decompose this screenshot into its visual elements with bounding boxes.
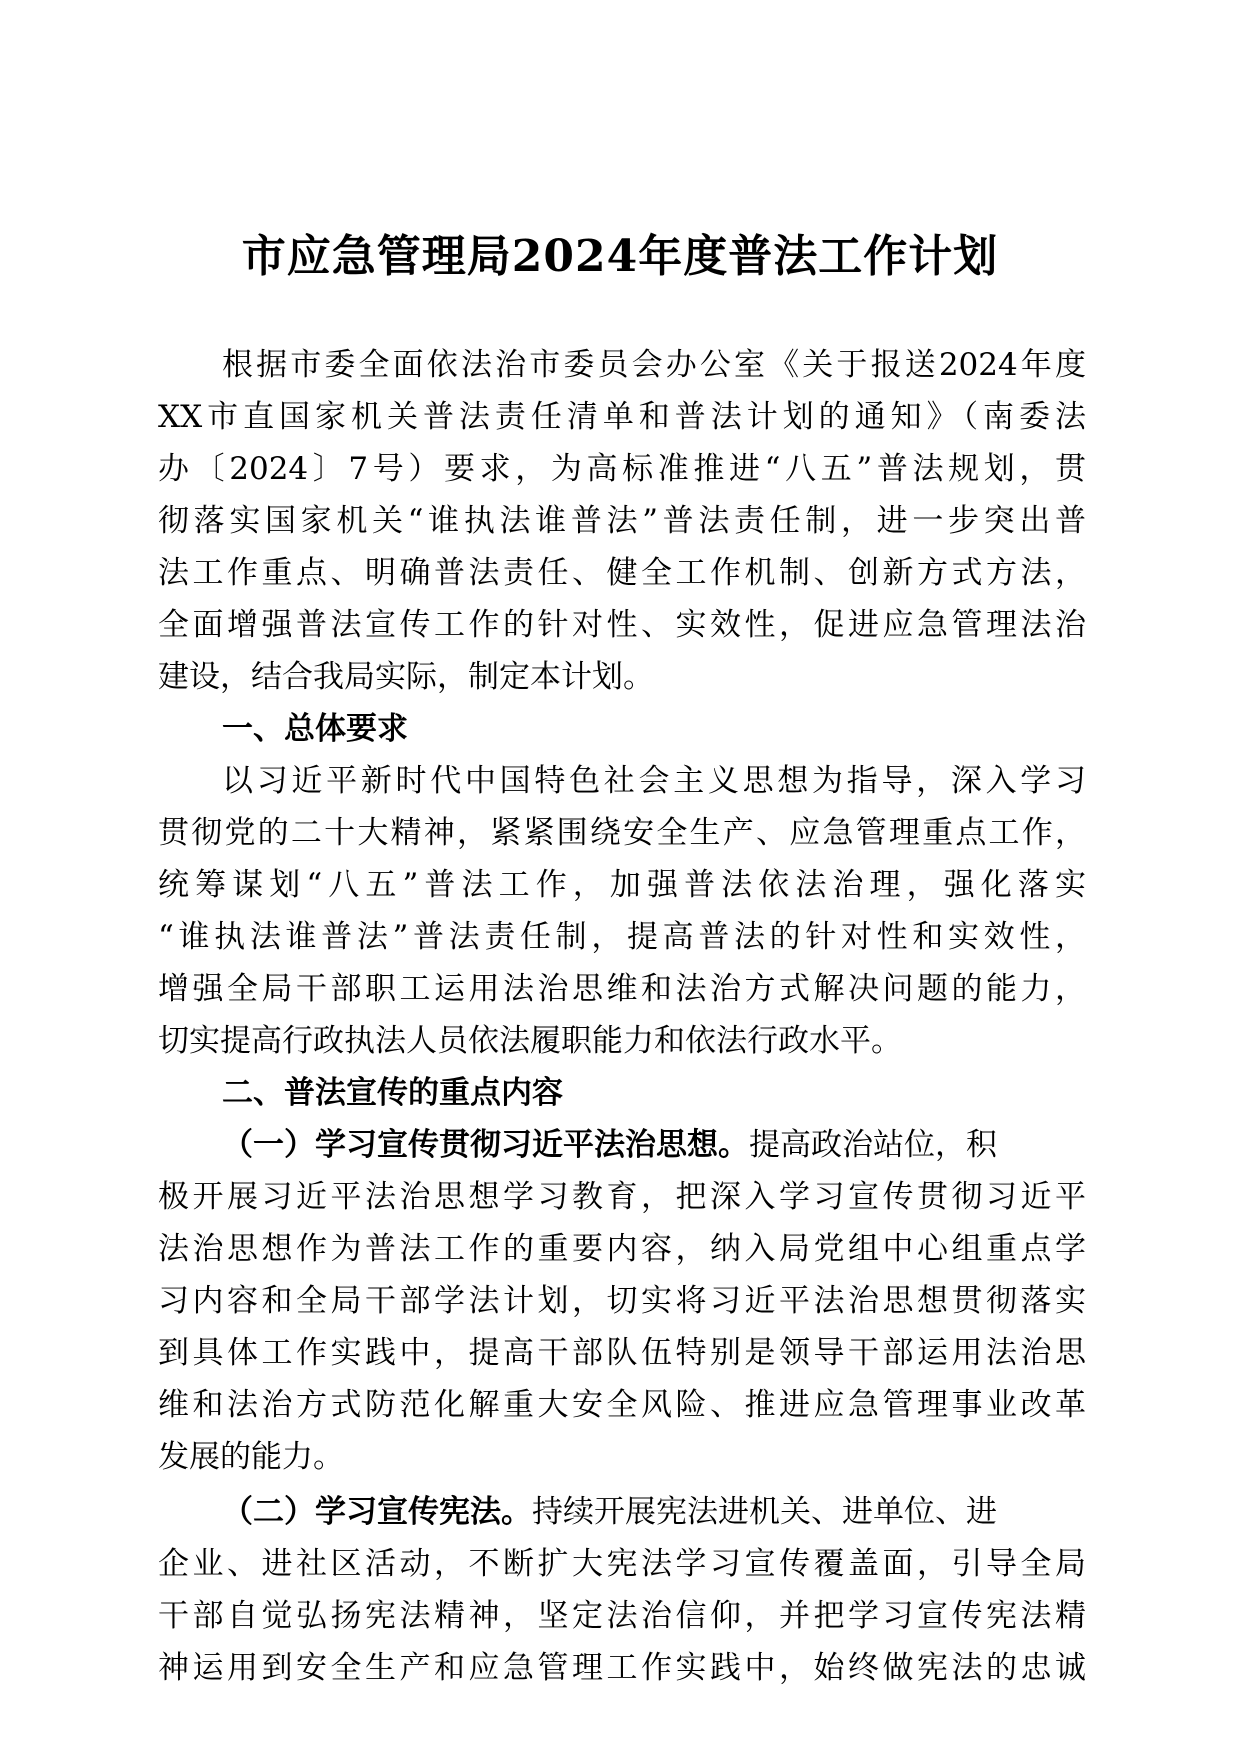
item1-line: 发展的能力。 (158, 1439, 344, 1475)
section-heading: 二、普法宣传的重点内容 (222, 1075, 563, 1111)
item1-line: 习内容和全局干部学法计划，切实将习近平法治思想贯彻落实 (158, 1283, 1086, 1319)
intro-line: XX市直国家机关普法责任清单和普法计划的通知》（南委法 (158, 399, 1086, 435)
item1-first-rest: 提高政治站位，积 (749, 1127, 997, 1163)
item2-label: （二）学习宣传宪法。 (222, 1494, 532, 1530)
item1-label: （一）学习宣传贯彻习近平法治思想。 (222, 1127, 749, 1163)
intro-line: 办〔2024〕7号）要求，为高标准推进“八五”普法规划，贯 (158, 451, 1086, 487)
section-heading: 一、总体要求 (222, 711, 408, 747)
section1-line: 统筹谋划“八五”普法工作，加强普法依法治理，强化落实 (158, 867, 1086, 903)
section1-line: 贯彻党的二十大精神，紧紧围绕安全生产、应急管理重点工作， (158, 815, 1086, 851)
intro-line: 根据市委全面依法治市委员会办公室《关于报送2024年度 (222, 347, 1086, 383)
item1-line: 法治思想作为普法工作的重要内容，纳入局党组中心组重点学 (158, 1231, 1086, 1267)
section1-line: 以习近平新时代中国特色社会主义思想为指导，深入学习 (222, 763, 1086, 799)
section1-line: 增强全局干部职工运用法治思维和法治方式解决问题的能力， (158, 971, 1086, 1007)
intro-line: 法工作重点、明确普法责任、健全工作机制、创新方式方法， (158, 555, 1086, 591)
intro-line: 彻落实国家机关“谁执法谁普法”普法责任制，进一步突出普 (158, 503, 1086, 539)
intro-line: 全面增强普法宣传工作的针对性、实效性，促进应急管理法治 (158, 607, 1086, 643)
item1-first-line (222, 1125, 1086, 1165)
intro-line: 建设，结合我局实际，制定本计划。 (158, 659, 654, 695)
item1-line: 到具体工作实践中，提高干部队伍特别是领导干部运用法治思 (158, 1335, 1086, 1371)
section1-line: 切实提高行政执法人员依法履职能力和依法行政水平。 (158, 1023, 902, 1059)
item2-line: 企业、进社区活动，不断扩大宪法学习宣传覆盖面，引导全局 (158, 1546, 1086, 1582)
item2-line: 神运用到安全生产和应急管理工作实践中，始终做宪法的忠诚 (158, 1650, 1086, 1686)
item2-first-line (222, 1492, 1086, 1532)
document-title: 市应急管理局2024年度普法工作计划 (241, 231, 999, 282)
item1-line: 极开展习近平法治思想学习教育，把深入学习宣传贯彻习近平 (158, 1179, 1086, 1215)
item2-first-rest: 持续开展宪法进机关、进单位、进 (532, 1494, 997, 1530)
section1-line: “谁执法谁普法”普法责任制，提高普法的针对性和实效性， (158, 919, 1086, 955)
item2-line: 干部自觉弘扬宪法精神，坚定法治信仰，并把学习宣传宪法精 (158, 1598, 1086, 1634)
item1-line: 维和法治方式防范化解重大安全风险、推进应急管理事业改革 (158, 1387, 1086, 1423)
